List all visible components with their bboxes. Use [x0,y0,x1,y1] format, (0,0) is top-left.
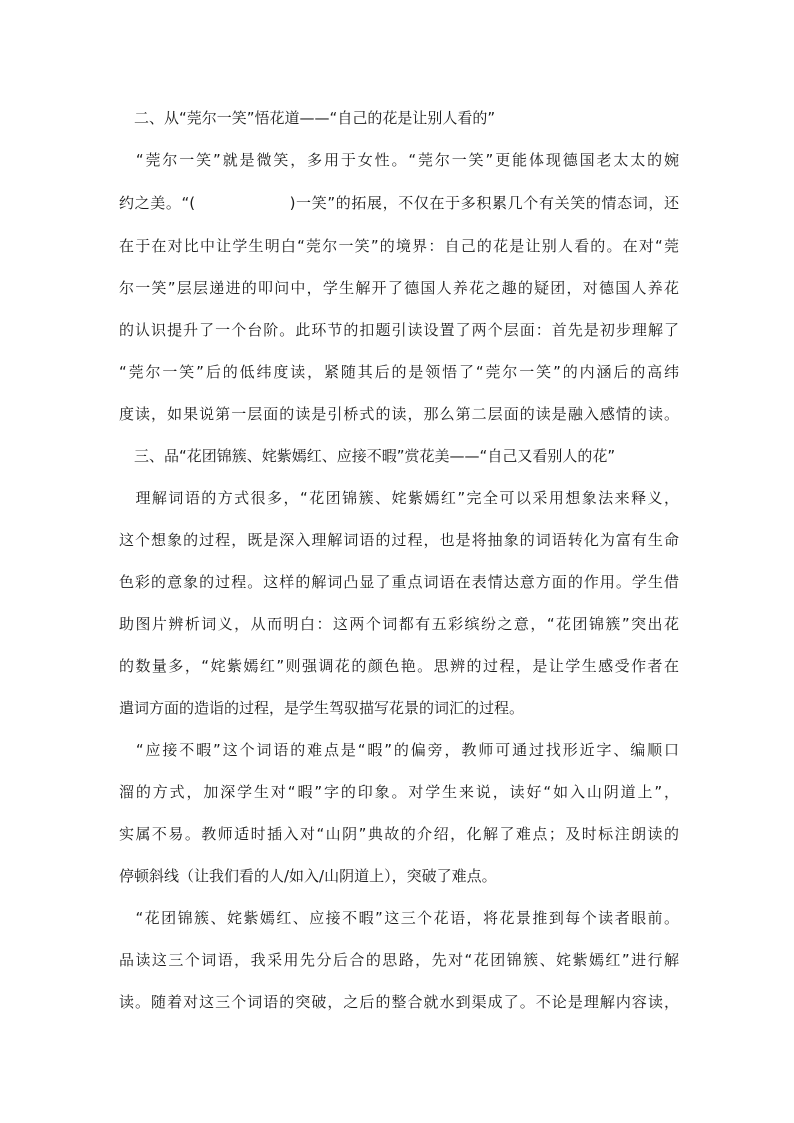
paragraph-line: 溜的方式，加深学生对“暇”字的印象。对学生来说，读好“如入山阴道上”， [119,783,679,801]
paragraph-line: 这个想象的过程，既是深入理解词语的过程，也是将抽象的词语转化为富有生命 [119,531,679,549]
section-heading-3: 三、品“花团锦簇、姹紫嫣红、应接不暇”赏花美——“自己又看别人的花” [119,447,616,465]
paragraph-line: 助图片辨析词义，从而明白：这两个词都有五彩缤纷之意，“花团锦簇”突出花 [119,615,679,633]
paragraph-line: 的认识提升了一个台阶。此环节的扣题引读设置了两个层面：首先是初步理解了 [119,321,679,339]
paragraph-line: 在于在对比中让学生明白“莞尔一笑”的境界：自己的花是让别人看的。在对“莞 [119,237,679,255]
paragraph-line: “应接不暇”这个词语的难点是“暇”的偏旁，教师可通过找形近字、编顺口 [119,741,679,759]
paragraph-line: 的数量多，“姹紫嫣红”则强调花的颜色艳。思辨的过程，是让学生感受作者在 [119,657,679,675]
paragraph-line: “莞尔一笑”后的低纬度读，紧随其后的是领悟了“莞尔一笑”的内涵后的高纬 [119,363,679,381]
paragraph-line: 读。随着对这三个词语的突破，之后的整合就水到渠成了。不论是理解内容读， [119,993,679,1011]
paragraph-line: 尔一笑”层层递进的叩问中，学生解开了德国人养花之趣的疑团，对德国人养花 [119,279,679,297]
paragraph-line: 实属不易。教师适时插入对“山阴”典故的介绍，化解了难点；及时标注朗读的 [119,825,679,843]
paragraph-line: 品读这三个词语，我采用先分后合的思路，先对“花团锦簇、姹紫嫣红”进行解 [119,951,679,969]
paragraph-line: “花团锦簇、姹紫嫣红、应接不暇”这三个花语，将花景推到每个读者眼前。 [119,909,679,927]
paragraph-line: 停顿斜线（让我们看的人/如入/山阴道上），突破了难点。 [119,867,497,885]
paragraph-line: 约之美。“( )一笑”的拓展，不仅在于多积累几个有关笑的情态词，还 [119,194,679,212]
paragraph-line: 理解词语的方式很多，“花团锦簇、姹紫嫣红”完全可以采用想象法来释义， [119,489,679,507]
paragraph-line: 度读，如果说第一层面的读是引桥式的读，那么第二层面的读是融入感情的读。 [119,405,679,423]
paragraph-line: 遣词方面的造诣的过程，是学生驾驭描写花景的词汇的过程。 [119,699,525,717]
paragraph-line: “莞尔一笑”就是微笑，多用于女性。“莞尔一笑”更能体现德国老太太的婉 [119,151,679,169]
paragraph-line: 色彩的意象的过程。这样的解词凸显了重点词语在表情达意方面的作用。学生借 [119,573,679,591]
section-heading-2: 二、从“莞尔一笑”悟花道——“自己的花是让别人看的” [119,109,496,127]
